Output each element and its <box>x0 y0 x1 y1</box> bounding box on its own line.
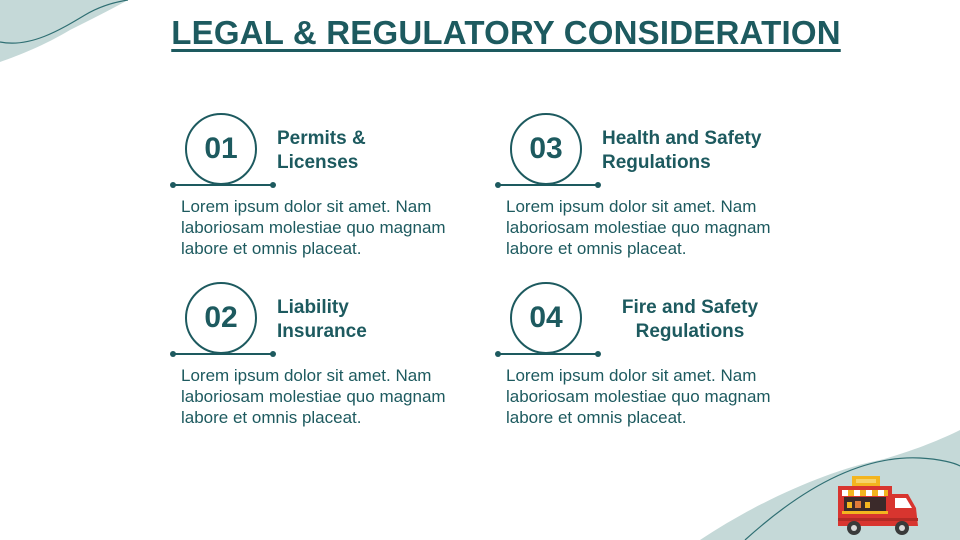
item-heading <box>277 127 366 175</box>
item-description: Lorem ipsum dolor sit amet. Nam laboriosam molestiae quo magnam labore et omnis placeat. <box>181 366 446 427</box>
number-circle: 02 <box>185 282 257 354</box>
heading-line-2: Insurance <box>277 321 367 342</box>
item-permits-licenses <box>172 113 472 273</box>
heading-line-1: Fire and Safety <box>621 297 759 318</box>
heading-line-2: Licenses <box>277 152 359 173</box>
heading-line-1: Liability <box>277 297 349 318</box>
item-heading <box>602 127 761 175</box>
item-liability-insurance <box>172 282 472 442</box>
divider-line <box>498 184 598 186</box>
divider-line <box>173 353 273 355</box>
number-circle: 01 <box>185 113 257 185</box>
number-circle: 03 <box>510 113 582 185</box>
heading-line-1: Permits & <box>277 128 366 149</box>
item-description: Lorem ipsum dolor sit amet. Nam laboriosam molestiae quo magnam labore et omnis placeat. <box>506 197 771 258</box>
heading-line-2: Regulations <box>602 152 711 173</box>
divider-line <box>173 184 273 186</box>
item-fire-safety <box>497 282 797 442</box>
heading-line-2: Regulations <box>635 321 745 342</box>
food-truck-icon <box>834 474 924 536</box>
item-heading <box>277 296 367 344</box>
item-health-safety <box>497 113 797 273</box>
item-description: Lorem ipsum dolor sit amet. Nam laboriosam molestiae quo magnam labore et omnis placeat. <box>181 197 446 258</box>
heading-line-1: Health and Safety <box>602 128 762 149</box>
item-description: Lorem ipsum dolor sit amet. Nam laboriosam molestiae quo magnam labore et omnis placeat. <box>506 366 771 427</box>
page-title: LEGAL & REGULATORY CONSIDERATION <box>171 14 841 51</box>
number-circle: 04 <box>510 282 582 354</box>
item-heading <box>615 296 765 344</box>
divider-line <box>498 353 598 355</box>
